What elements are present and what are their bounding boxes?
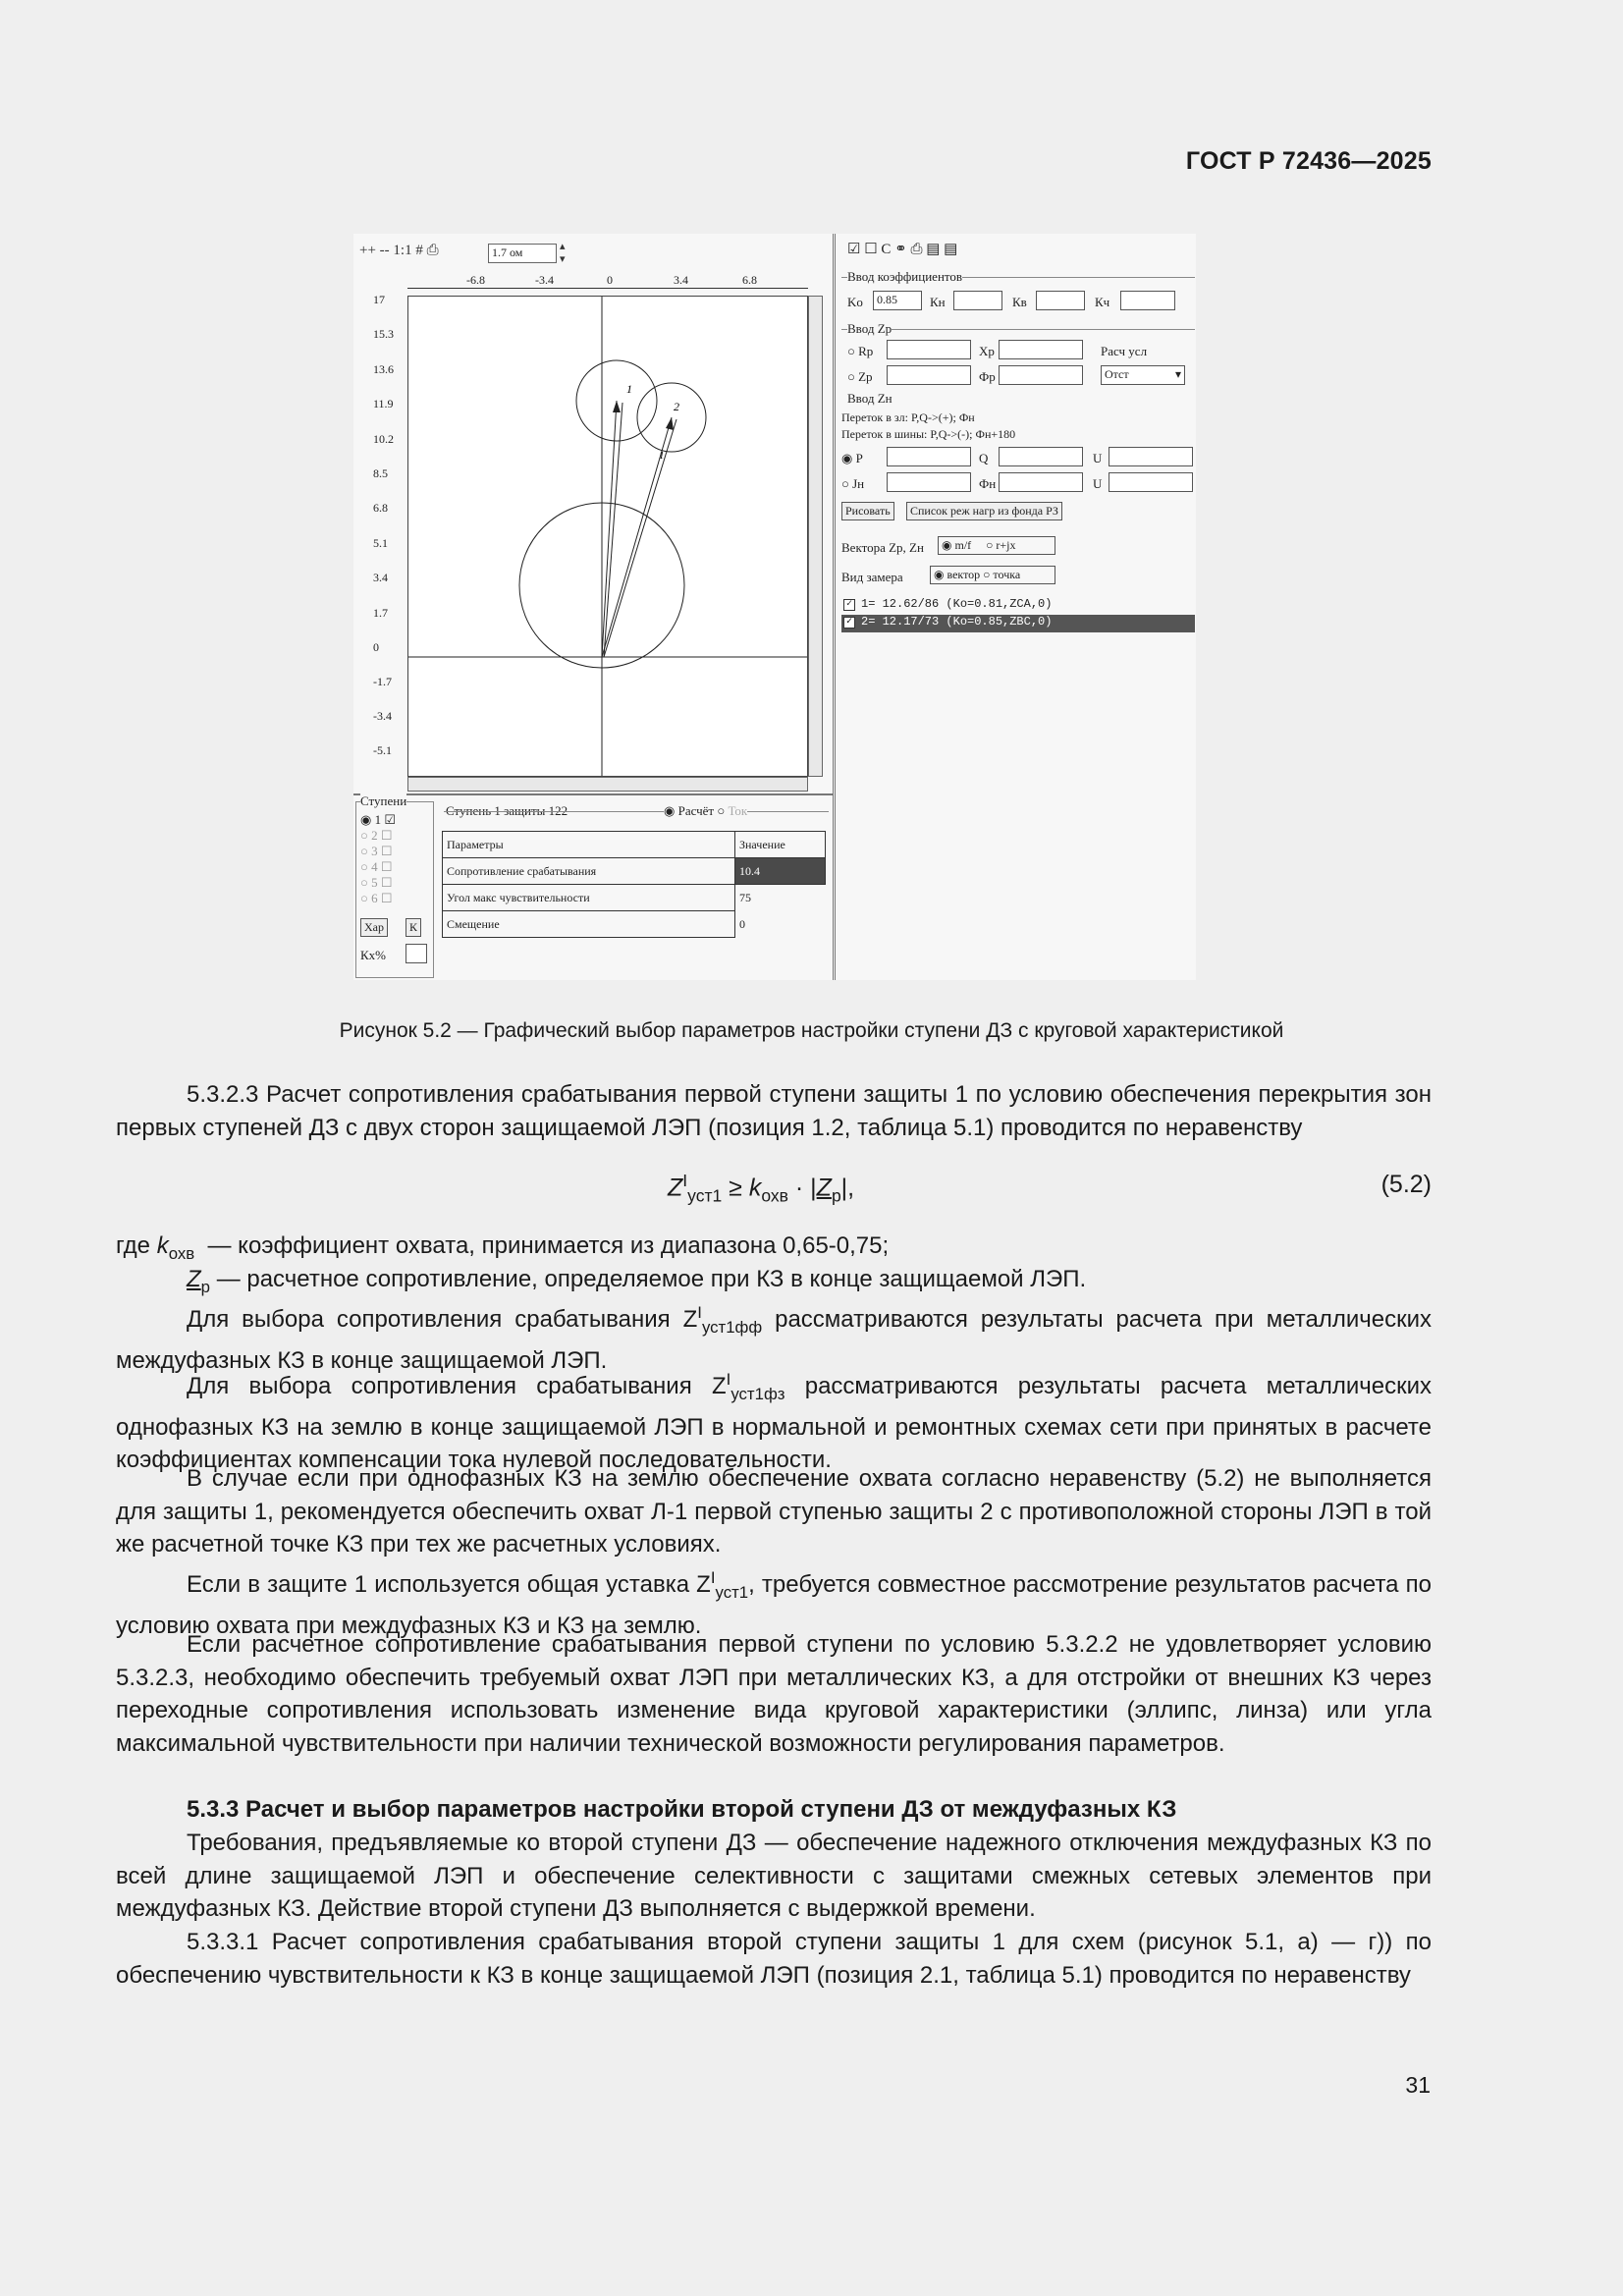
zoom-toolbar[interactable]: ++ -- 1:1 # ⎙	[359, 243, 439, 258]
view-radio-group[interactable]: ◉ вектор ○ точка	[930, 566, 1055, 584]
scale-input[interactable]: 1.7 ом	[488, 244, 557, 263]
step-radio-4[interactable]: ○ 4 ☐	[360, 859, 393, 874]
calc-label: Расч усл	[1101, 344, 1148, 358]
ko-input[interactable]: 0.85	[873, 291, 922, 310]
figure-software-screenshot	[353, 234, 1196, 980]
vertical-scrollbar[interactable]	[808, 296, 823, 777]
y-tick: 0	[373, 640, 379, 654]
y-tick: 10.2	[373, 432, 394, 446]
step-radio-2[interactable]: ○ 2 ☐	[360, 828, 393, 843]
table-header-row	[443, 832, 826, 858]
rp-input[interactable]	[887, 340, 971, 359]
table-row[interactable]	[443, 885, 826, 911]
p5-start: Если в защите 1 используется общая уставка Z	[187, 1571, 711, 1598]
table-row[interactable]	[443, 911, 826, 938]
kx-label: Кх%	[360, 948, 386, 962]
arrow-2	[666, 417, 674, 430]
page-number: 31	[1405, 2072, 1431, 2098]
x-tick: 6.8	[742, 273, 757, 287]
list-item-text: 2= 12.17/73 (Ko=0.85,ZBC,0)	[861, 615, 1053, 629]
y-tick: -3.4	[373, 709, 392, 723]
stage-panel	[353, 793, 833, 980]
y-tick: 5.1	[373, 536, 388, 550]
point-label: точка	[993, 568, 1021, 581]
flow-note-2: Переток в шины: P,Q->(-); Фн+180	[841, 427, 1016, 441]
fp-label: Фр	[979, 369, 996, 384]
zp-label: Zp	[858, 369, 873, 384]
vectors-label: Вектора Zp, Zн	[841, 540, 924, 555]
step-radio-3[interactable]: ○ 3 ☐	[360, 844, 393, 858]
xp-label: Xp	[979, 344, 995, 358]
paragraph-coverage: В случае если при однофазных КЗ на землю обеспечение охвата согласно неравенству (5.2) не выполняется для защиты 1, рекомендуется обеспечить охват Л-1 первой ступенью защиты 2 с противоположной стороны ЛЭП в той же расчетной точке КЗ при тех же расчетных условиях.	[116, 1465, 1432, 1558]
vectors-radio-group[interactable]: ◉ m/f ○ r+jx	[938, 536, 1055, 555]
u2-label: U	[1093, 476, 1103, 491]
figure-caption: Рисунок 5.2 — Графический выбор параметров настройки ступени ДЗ с круговой характеристикой	[339, 1019, 1284, 1042]
kx-input[interactable]	[406, 944, 427, 963]
rp-label: Rp	[858, 344, 874, 358]
equation-number: (5.2)	[1380, 1171, 1432, 1198]
horizontal-scrollbar[interactable]	[407, 777, 808, 792]
y-tick: 17	[373, 293, 385, 306]
check-icon[interactable]: ✓	[843, 617, 855, 629]
step-number: 2	[371, 828, 378, 843]
panel-toolbar-icons[interactable]: ☑ ☐ C ⚭ ⎙ ▤ ▤	[847, 242, 958, 257]
view-label: Вид замера	[841, 570, 903, 584]
x-tick: 0	[607, 273, 613, 287]
circle-label-2: 2	[674, 400, 679, 413]
p-label: P	[855, 451, 863, 465]
paragraph-conditions: Если расчетное сопротивление срабатывания первой ступени по условию 5.3.2.2 не удовлетворяет условию 5.3.2.3, необходимо обеспечить требуемый охват ЛЭП при металлических КЗ, а для отстройки от внешних КЗ через переходные сопротивления использовать изменение вида круговой характеристики (эллипс, линза) или угла максимальной чувствительности при наличии технической возможности регулирования параметров.	[116, 1631, 1432, 1758]
arrow-1	[613, 401, 621, 412]
fp-input[interactable]	[999, 365, 1083, 385]
rjx-label: r+jx	[996, 538, 1016, 552]
point-label-1: 1	[659, 450, 665, 462]
spin-icon[interactable]: ▴ ▾	[560, 241, 566, 265]
kn-input[interactable]	[953, 291, 1002, 310]
y-tick: -1.7	[373, 675, 392, 688]
param-value[interactable]: 0	[739, 916, 745, 931]
param-name: Смещение	[443, 911, 735, 938]
steps-group	[355, 793, 434, 978]
param-value[interactable]: 10.4	[735, 858, 826, 885]
param-value[interactable]: 75	[739, 890, 751, 904]
k-button[interactable]: К	[406, 918, 421, 937]
settings-panel	[833, 234, 1196, 980]
y-tick: 8.5	[373, 466, 388, 480]
tok-radio-label: Ток	[728, 803, 748, 818]
paragraph-5331: 5.3.3.1 Расчет сопротивления срабатывания второй ступени защиты 1 для схем (рисунок 5.1, а) — г)) по обеспечению чувствительности к КЗ в конце защищаемой ЛЭП (позиция 2.1, таблица 5.1) проводится по неравенству	[116, 1929, 1432, 1989]
coef-group-title: Ввод коэффициентов	[847, 269, 963, 284]
steps-label: Ступени	[360, 793, 407, 808]
calc-select[interactable]	[1101, 365, 1185, 385]
p2-start: Для выбора сопротивления срабатывания Z	[187, 1306, 698, 1333]
impedance-plot-svg	[408, 297, 807, 776]
y-tick: 15.3	[373, 327, 394, 341]
zr-group	[841, 329, 1195, 330]
p5-end: , требуется совместное рассмотрение результатов расчета по условию охвата при междуфазных КЗ и КЗ на землю.	[116, 1571, 1432, 1639]
characteristic-button[interactable]: Хар	[360, 918, 388, 937]
where-z: $Z_р$ — расчетное сопротивление, определяемое при КЗ в конце защищаемой ЛЭП.	[187, 1266, 1087, 1296]
rp-radio[interactable]: ○ Rp	[847, 344, 874, 358]
parameters-table	[442, 831, 826, 938]
kch-label: Кч	[1095, 295, 1110, 309]
paragraph-5323: 5.3.2.3 Расчет сопротивления срабатывания первой ступени защиты 1 по условию обеспечения перекрытия зон первых ступеней ДЗ с двух сторон защищаемой ЛЭП (позиция 1.2, таблица 5.1) проводится по неравенству	[116, 1081, 1432, 1141]
kch-input[interactable]	[1120, 291, 1175, 310]
where-k: где $k_{охв}$ — коэффициент охвата, принимается из диапазона 0,65-0,75;	[116, 1232, 890, 1263]
zn-group-title: Ввод Zн	[847, 391, 893, 406]
y-tick: 6.8	[373, 501, 388, 515]
u2-input[interactable]	[1109, 472, 1193, 492]
jn-label: Jн	[852, 476, 865, 491]
kv-label: Кв	[1012, 295, 1027, 309]
x-tick: -6.8	[466, 273, 485, 287]
draw-button[interactable]: Рисовать	[841, 502, 894, 520]
step-number: 6	[371, 891, 378, 905]
list-item[interactable]	[841, 597, 1195, 615]
step-number: 5	[371, 875, 378, 890]
vector-list	[841, 597, 1195, 632]
equation-formula: $Z^I_{уст1} \ge k_{охв} \cdot |Z_р|$,	[668, 1171, 855, 1206]
check-icon[interactable]: ✓	[843, 599, 855, 611]
y-tick: 11.9	[373, 397, 394, 410]
q-input[interactable]	[999, 447, 1083, 466]
xp-input[interactable]	[999, 340, 1083, 359]
paragraph-common: Если в защите 1 используется общая уставка $Z^I_{уст1}$, требуется совместное рассмотрение результатов расчета по условию охвата при междуфазных КЗ и КЗ на землю.	[116, 1568, 1432, 1639]
x-tick: -3.4	[535, 273, 554, 287]
p3-start: Для выбора сопротивления срабатывания Z	[187, 1373, 727, 1399]
stage-group	[444, 811, 829, 812]
table-header: Параметры	[443, 832, 735, 858]
kv-input[interactable]	[1036, 291, 1085, 310]
circle-label-1: 1	[626, 382, 632, 396]
zp-radio[interactable]: ○ Zp	[847, 369, 873, 384]
jn-input[interactable]	[887, 472, 971, 492]
stage-title: Ступень 1 защиты 122	[446, 803, 568, 818]
list-item[interactable]	[841, 615, 1195, 632]
fn-input[interactable]	[999, 472, 1083, 492]
table-row[interactable]	[443, 858, 826, 885]
paragraph-second-stage: Требования, предъявляемые ко второй ступени ДЗ — обеспечение надежного отключения междуфазных КЗ по всей длине защищаемой ЛЭП и обеспечение селективности с защитами смежных сетевых элементов при междуфазных КЗ. Действие второй ступени ДЗ выполняется с выдержкой времени.	[116, 1830, 1432, 1923]
paragraph-ground: Для выбора сопротивления срабатывания $Z^I_{уст1фз}$ рассматриваются результаты расчета металлических однофазных КЗ на землю в конце защищаемой ЛЭП в нормальной и ремонтных схемах сети при принятых в расчете коэффициентах компенсации тока нулевой последовательности.	[116, 1370, 1432, 1474]
step-radio-5[interactable]: ○ 5 ☐	[360, 875, 393, 890]
p2-end: рассматриваются результаты расчета при металлических междуфазных КЗ в конце защищаемой ЛЭП.	[116, 1306, 1432, 1374]
x-ruler	[407, 288, 808, 289]
p-input[interactable]	[887, 447, 971, 466]
zr-group-title: Ввод Zp	[847, 321, 893, 336]
x-tick: 3.4	[674, 273, 688, 287]
paragraph-phase: Для выбора сопротивления срабатывания $Z^I_{уст1фф}$ рассматриваются результаты расчета при металлических междуфазных КЗ в конце защищаемой ЛЭП.	[116, 1303, 1432, 1374]
mf-label: m/f	[954, 538, 972, 552]
table-header: Значение	[735, 832, 826, 858]
param-name: Сопротивление срабатывания	[443, 858, 735, 885]
vector-label: вектор	[947, 568, 981, 581]
fn-label: Фн	[979, 476, 997, 491]
p-radio[interactable]: ◉ P	[841, 451, 863, 465]
flow-note-1: Переток в зл: P,Q->(+); Фн	[841, 410, 975, 424]
chevron-down-icon: ▾	[1174, 367, 1181, 381]
where-z-text: — расчетное сопротивление, определяемое при КЗ в конце защищаемой ЛЭП.	[216, 1266, 1087, 1292]
q-label: Q	[979, 451, 989, 465]
param-name: Угол макс чувствительности	[443, 885, 735, 911]
y-tick: 13.6	[373, 362, 394, 376]
step-radio-6[interactable]: ○ 6 ☐	[360, 891, 393, 905]
impedance-plot[interactable]	[407, 296, 808, 777]
load-list-button[interactable]: Список реж нагр из фонда РЗ	[906, 502, 1062, 520]
step-radio-1[interactable]: ◉ 1 ☑	[360, 812, 396, 827]
step-number: 4	[371, 859, 378, 874]
u-label: U	[1093, 451, 1103, 465]
section-heading-533: 5.3.3 Расчет и выбор параметров настройки второй ступени ДЗ от междуфазных КЗ	[187, 1796, 1177, 1823]
zp-input[interactable]	[887, 365, 971, 385]
y-tick: 1.7	[373, 606, 388, 620]
y-tick: -5.1	[373, 743, 392, 757]
ko-label: Ko	[847, 295, 863, 309]
calc-radio[interactable]: ◉ Расчёт ○ Ток	[664, 803, 748, 818]
u-input[interactable]	[1109, 447, 1193, 466]
step-number: 1	[374, 812, 382, 827]
jn-radio[interactable]: ○ Jн	[841, 476, 865, 491]
calc-select-value: Отст	[1105, 367, 1129, 381]
step-number: 3	[371, 844, 378, 858]
calc-radio-label: Расчёт	[677, 803, 715, 818]
vector-2b	[604, 419, 676, 657]
kn-label: Кн	[930, 295, 946, 309]
document-id: ГОСТ Р 72436—2025	[1185, 147, 1432, 175]
p3-end: рассматриваются результаты расчета металлических однофазных КЗ на землю в конце защищаемой ЛЭП в нормальной и ремонтных схемах сети при принятых в расчете коэффициентах компенсации тока нулевой последовательности.	[116, 1373, 1432, 1474]
list-item-text: 1= 12.62/86 (Ko=0.81,ZCA,0)	[861, 597, 1053, 611]
where-k-text: — коэффициент охвата, принимается из диапазона 0,65-0,75;	[207, 1232, 890, 1259]
y-tick: 3.4	[373, 571, 388, 584]
